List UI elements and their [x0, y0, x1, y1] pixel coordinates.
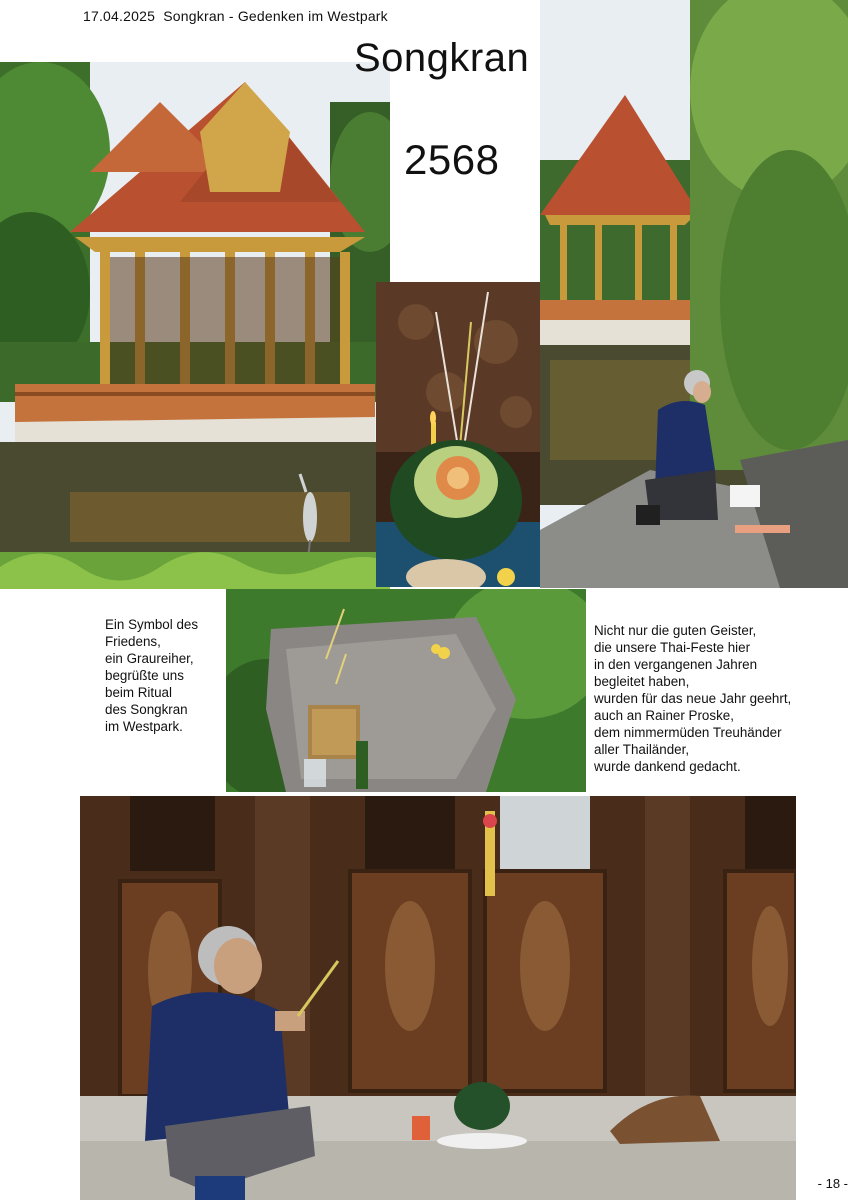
- carved-doors-illustration: [80, 796, 796, 1200]
- memorial-stone-illustration: [226, 589, 586, 792]
- caption-remembrance: Nicht nur die guten Geister, die unsere Thai-Feste hier in den vergangenen Jahren begleitet haben, wurden für das neue Jahr geehrt, auch an Rainer Proske, dem nimmermüden Treuhänder aller Thailänder, wurde dankend gedacht.: [594, 623, 792, 774]
- pond-illustration: [540, 0, 848, 588]
- photo-watermelon-carving: [376, 282, 540, 587]
- year-label: 2568: [404, 136, 500, 183]
- photo-thai-pavilion: [0, 62, 390, 589]
- page-title: Songkran: [354, 36, 530, 80]
- page-header: [83, 8, 388, 24]
- caption-heron: Ein Symbol des Friedens, ein Graureiher, begrüßte uns beim Ritual des Songkran im Westpark.: [105, 617, 199, 734]
- pavilion-illustration: [0, 62, 390, 589]
- header-date: 17.04.2025: [83, 8, 156, 24]
- photo-woman-by-pond: [540, 0, 848, 588]
- photo-memorial-stone: [226, 589, 586, 792]
- header-subtitle: Songkran - Gedenken im Westpark: [163, 8, 388, 24]
- photo-woman-praying-carved-doors: [80, 796, 796, 1200]
- watermelon-illustration: [376, 282, 540, 587]
- page-number: - 18 -: [817, 1176, 848, 1191]
